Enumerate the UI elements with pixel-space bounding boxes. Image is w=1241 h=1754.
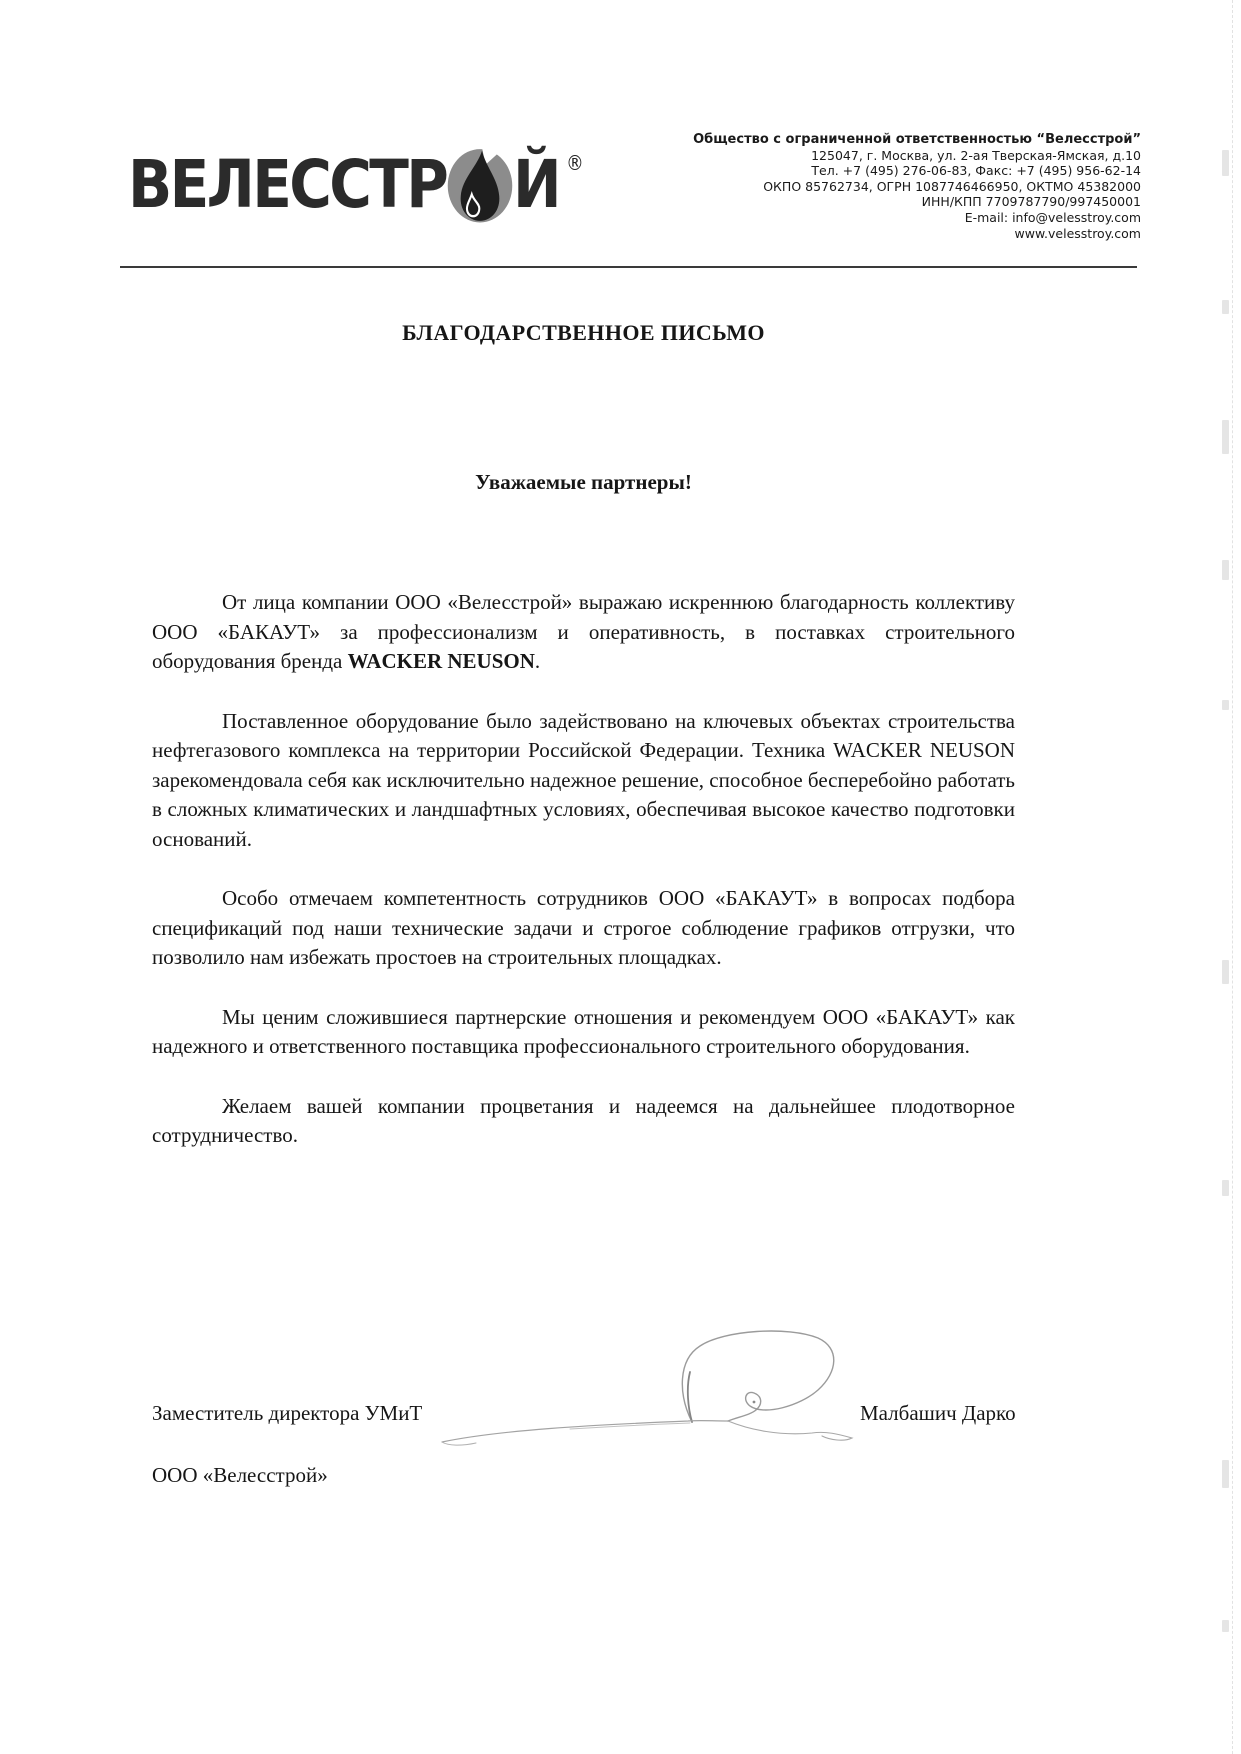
- scan-artifact: [1222, 560, 1229, 580]
- company-site-line: www.velesstroy.com: [1014, 225, 1141, 241]
- scan-artifact: [1222, 700, 1229, 710]
- handwritten-signature: [420, 1316, 900, 1451]
- scan-artifact: [1222, 150, 1229, 176]
- signer-position-line1: Заместитель директора УМиТ: [152, 1401, 423, 1425]
- paragraph-1-text: От лица компании ООО «Велесстрой» выражаю искреннюю благодарность коллективу ООО «БАКАУТ» за профессионализм и оперативность, в поставках строительного оборудования бренда: [152, 590, 1015, 673]
- paragraph-4: Мы ценим сложившиеся партнерские отношения и рекомендуем ООО «БАКАУТ» как надежного и ответственного поставщика профессионального строительного оборудования.: [152, 1004, 1015, 1058]
- signer-name: Малбашич Дарко: [860, 1401, 1016, 1425]
- company-logo: [128, 146, 584, 224]
- letter-body: [152, 300, 1015, 1181]
- company-phone-line: Тел. +7 (495) 276-06-83, Факс: +7 (495) 956-62-14: [811, 163, 1141, 179]
- oil-drop-circle-icon: [445, 146, 514, 224]
- scan-artifact: [1222, 960, 1229, 984]
- logo-text-left: ВЕЛЕССТР: [128, 146, 447, 223]
- signer-position-line2: ООО «Велесстрой»: [152, 1463, 328, 1487]
- registered-trademark-icon: ®: [566, 151, 584, 175]
- scan-artifact-line: [1232, 0, 1233, 1754]
- scan-artifact: [1222, 420, 1229, 454]
- scan-artifact: [1222, 1180, 1229, 1196]
- paragraph-1: [152, 588, 1015, 677]
- scan-artifact: [1222, 1620, 1229, 1632]
- company-contact-block: [693, 128, 1141, 241]
- paragraph-5: Желаем вашей компании процветания и надеемся на дальнейшее плодотворное сотрудничество.: [152, 1093, 1015, 1147]
- letterhead: [128, 128, 1141, 241]
- letter-title: БЛАГОДАРСТВЕННОЕ ПИСЬМО: [402, 320, 765, 345]
- company-name-line: Общество с ограниченной ответственностью “Велесстрой”: [693, 132, 1141, 147]
- paragraph-2: Поставленное оборудование было задействовано на ключевых объектах строительства нефтегазового комплекса на территории Российской Федерации. Техника WACKER NEUSON зарекомендовала себя как исключительно надежное решение, способное бесперебойно работать в сложных климатических и ландшафтных условиях, обеспечивая высокое качество подготовки оснований.: [152, 708, 1015, 851]
- scan-artifact: [1222, 1460, 1229, 1488]
- company-inn-line: ИНН/КПП 7709787790/997450001: [921, 194, 1141, 210]
- paragraphs: [152, 588, 1015, 1151]
- brand-name-bold: WACKER NEUSON: [347, 649, 535, 673]
- company-address-line: 125047, г. Москва, ул. 2-ая Тверская-Ямская, д.10: [811, 147, 1141, 163]
- paragraph-3: Особо отмечаем компетентность сотрудников ООО «БАКАУТ» в вопросах подбора спецификаций под наши технические задачи и строгое соблюдение графиков отгрузки, что позволило нам избежать простоев на строительных площадках.: [152, 886, 1015, 969]
- company-email-line: E-mail: info@velesstroy.com: [964, 209, 1141, 225]
- company-okpo-line: ОКПО 85762734, ОГРН 1087746466950, ОКТМО 45382000: [763, 178, 1141, 194]
- logo-text-right: Й: [513, 146, 560, 223]
- salutation: Уважаемые партнеры!: [475, 470, 692, 494]
- header-divider: [120, 266, 1137, 268]
- scan-artifact: [1222, 300, 1229, 314]
- paragraph-1-period: .: [534, 649, 541, 673]
